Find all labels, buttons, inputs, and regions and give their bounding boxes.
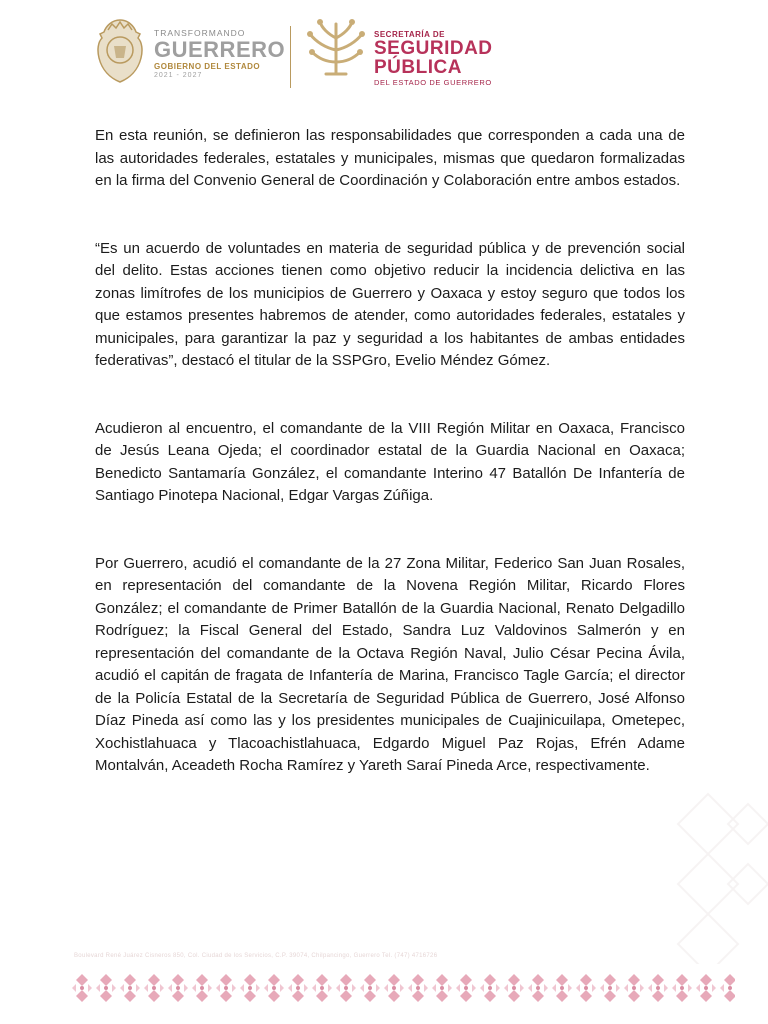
paragraph-3: Acudieron al encuentro, el comandante de la VIII Región Militar en Oaxaca, Francisco de Jesús Leana Ojeda; el coordinador estatal de la Guardia Nacional en Oaxaca; Benedicto Santamaría González, el comandante Interino 47 Batallón De Infantería de Santiago Pinotepa Nacional, Edgar Vargas Zúñiga. bbox=[95, 419, 685, 504]
paragraph-4: Por Guerrero, acudió el comandante de la 27 Zona Militar, Federico San Juan Rosales, en representación del comandante de la Novena Región Militar, Ricardo Flores González; el comandante de Primer Batallón de la Guardia Nacional, Renato Delgadillo Rodríguez; la Fiscal General del Estado, Sandra Luz Valdovinos Salmerón y en representación del comandante de la Octava Región Naval, Julio César Pecina Ávila, acudió el capitán de fragata de Infantería de Marina, Francisco Tagle García; el director de la Policía Estatal de la Secretaría de Seguridad Pública de Guerrero, José Alfonso Díaz Pineda así como las y los presidentes municipales de Cuajinicuilapa, Ometepec, Xochistlahuaca y Tlacoachistlahuaca, Edgardo Miguel Paz Rojas, Efrén Adame Montalván, Aceadeth Rocha Ramírez y Yareth Saraí Pineda Arce, respectivamente. bbox=[95, 554, 685, 774]
gobierno-guerrero-logo bbox=[90, 12, 286, 94]
ssp-subtitle: DEL ESTADO DE GUERRERO bbox=[374, 78, 492, 87]
letterhead bbox=[90, 12, 690, 94]
gov-years: 2021 - 2027 bbox=[154, 72, 203, 79]
paragraph-2: “Es un acuerdo de voluntades en materia de seguridad pública y de prevención social del delito. Estas acciones tienen como objetivo reducir la incidencia delictiva en las zonas limítrofes de los municipios de Guerrero y Oaxaca y estoy seguro que todos los que estamos presentes habremos de atender, como autoridades federales, estatales y municipales, para garantizar la paz y seguridad a los habitantes de ambas entidades federativas”, destacó el titular de la SSPGro, Evelio Méndez Gómez. bbox=[95, 239, 685, 369]
footer-pattern-icon bbox=[70, 970, 735, 1006]
gov-name: GUERRERO bbox=[154, 37, 286, 62]
ssp-title-line2: PÚBLICA bbox=[374, 57, 462, 78]
ssp-logo bbox=[304, 12, 564, 94]
ssp-emblem-icon bbox=[304, 18, 368, 80]
watermark-pattern-icon bbox=[648, 784, 768, 964]
footer-address: Boulevard René Juárez Cisneros 850, Col. Ciudad de los Servicios, C.P. 39074, Chilpancingo, Guerrero Tel. (747) 4716726 bbox=[74, 953, 438, 959]
ssp-prefix: SECRETARÍA DE bbox=[374, 30, 445, 39]
gov-subtitle: GOBIERNO DEL ESTADO bbox=[154, 62, 261, 71]
gov-tagline: TRANSFORMANDO bbox=[154, 28, 246, 38]
state-seal-icon bbox=[94, 18, 146, 84]
document-body bbox=[95, 125, 685, 823]
paragraph-1: En esta reunión, se definieron las responsabilidades que corresponden a cada una de las autoridades federales, estatales y municipales, mismas que quedaron formalizadas en la firma del Convenio General de Coordinación y Colaboración entre ambos estados. bbox=[95, 127, 685, 189]
ssp-title-line1: SEGURIDAD bbox=[374, 38, 493, 59]
header-divider bbox=[290, 26, 291, 88]
